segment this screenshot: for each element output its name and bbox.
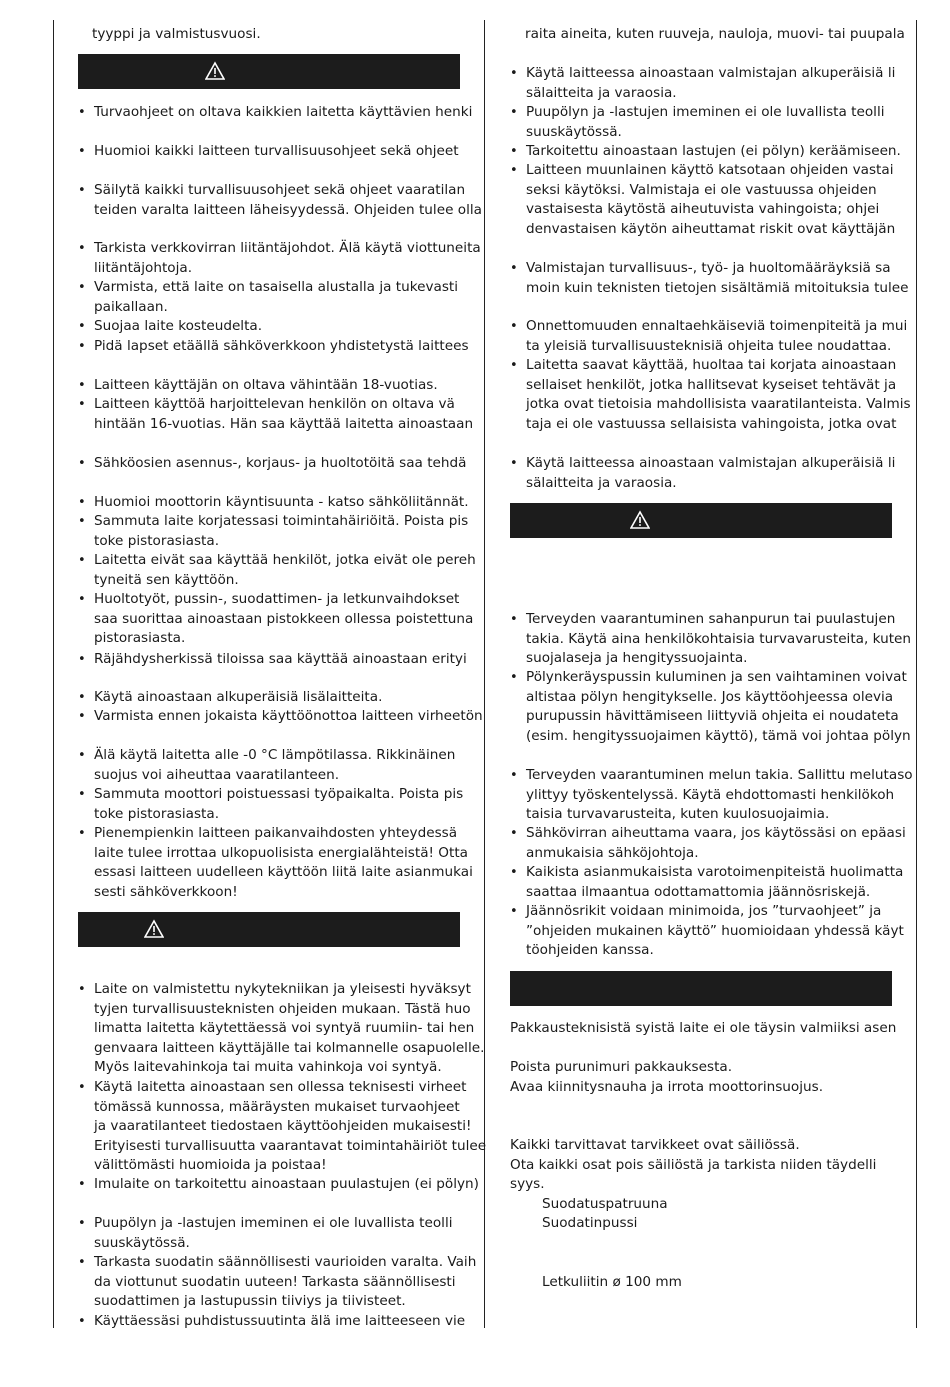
bullet-text: essasi laitteen uudelleen käyttöön liitä laite asianmukai (94, 864, 473, 880)
bullet-text: suojalaseja ja hengityssuojainta. (526, 650, 748, 666)
bullet-dot: • (78, 241, 86, 256)
bullet-text: Käytä laitetta ainoastaan sen ollessa teknisesti virheet (94, 1079, 467, 1095)
bullet-dot: • (78, 1080, 86, 1095)
bullet-text: da viottunut suodatin uuteen! Tarkasta säännöllisesti (94, 1273, 456, 1290)
bullet-dot: • (510, 768, 518, 783)
bullet-text: Älä käytä laitetta alle -0 °C lämpötilassa. Rikkinäinen (94, 747, 456, 763)
bullet-text: Säilytä kaikki turvallisuusohjeet sekä ohjeet vaaratilan (94, 182, 466, 198)
bullet-dot: • (78, 456, 86, 471)
bullet-dot: • (78, 183, 86, 198)
bullet-text: Puupölyn ja -lastujen imeminen ei ole luvallista teolli (526, 104, 885, 120)
bullet-text: Erityisesti turvallisuutta vaarantavat toimintahäiriöt tulee (94, 1137, 487, 1154)
bullet-text: Varmista, että laite on tasaisella alustalla ja tukevasti (94, 279, 459, 295)
warning-header-bar (510, 503, 892, 538)
bullet-text: töohjeiden kanssa. (526, 942, 654, 958)
bullet-text: Käyttäessäsi puhdistussuutinta älä ime laitteeseen vie (94, 1313, 466, 1329)
bullet-dot: • (78, 1255, 86, 1270)
bullet-dot: • (78, 1177, 86, 1192)
bullet-text: Turvaohjeet on oltava kaikkien laitetta käyttävien henki (94, 104, 473, 120)
bullet-text: Räjähdysherkissä tiloissa saa käyttää ainoastaan erityi (94, 651, 467, 667)
bullet-text: moin kuin teknisten tietojen sisältämiä mitoituksia tulee (526, 279, 909, 296)
bullet-text: Laitetta saavat käyttää, huoltaa tai korjata ainoastaan (526, 357, 897, 373)
bullet-dot: • (78, 652, 86, 667)
bullet-text: laite tulee irrottaa ulkopuolisista energialähteistä! Otta (94, 844, 469, 861)
bullet-text: suojus voi aiheuttaa vaaratilanteen. (94, 766, 340, 783)
bullet-text: takia. Käytä aina henkilökohtaisia turvavarusteita, kuten (526, 630, 912, 647)
bullet-dot: • (78, 982, 86, 997)
bullet-text: Tarkasta suodatin säännöllisesti vaurioiden varalta. Vaih (94, 1254, 477, 1270)
page-right-rule (916, 20, 917, 1328)
bullet-text: Varmista ennen jokaista käyttöönottoa laitteen virheetön (94, 708, 483, 724)
bullet-text: tyjen turvallisuusteknisten ohjeiden mukaan. Tästä huo (94, 1000, 471, 1017)
bullet-dot: • (510, 612, 518, 627)
bullet-dot: • (78, 553, 86, 568)
bullet-text: Sammuta laite korjatessasi toimintahäiriöitä. Poista pis (94, 513, 469, 529)
bullet-text: anmukaisia sähköjohtoja. (526, 844, 699, 861)
bullet-text: Myös laitevahinkoja tai muita vahinkoja voi syntyä. (94, 1059, 442, 1075)
bullet-text: limatta laitetta käytettäessä voi syntyä ruumiin- tai hen (94, 1020, 475, 1036)
bullet-text: Laitteen muunlainen käyttö katsotaan ohjeiden vastai (526, 162, 894, 178)
bullet-dot: • (510, 163, 518, 178)
section-header-bar (510, 971, 892, 1006)
intro-line: tyyppi ja valmistusvuosi. (92, 26, 261, 42)
bullet-text: teiden varalta laitteen läheisyydessä. Ohjeiden tulee olla (94, 201, 482, 218)
bullet-text: suodattimen ja lastupussin tiiviys ja tiivisteet. (94, 1293, 406, 1309)
bullet-text: Laite on valmistettu nykytekniikan ja yleisesti hyväksyt (94, 981, 471, 997)
bullet-text: taisia turvavarusteita, kuten kuulosuojaimia. (526, 806, 830, 822)
part-item: Suodatuspatruuna (542, 1196, 668, 1212)
bullet-text: Huomioi moottorin käyntisuunta - katso sähköliitännät. (94, 494, 469, 510)
bullet-dot: • (510, 105, 518, 120)
bullet-text: Huoltotyöt, pussin-, suodattimen- ja letkunvaihdokset (94, 591, 460, 607)
bullet-text: Tarkoitettu ainoastaan lastujen (ei pölyn) keräämiseen. (526, 143, 901, 159)
warning-triangle-icon (630, 510, 650, 530)
bullet-dot: • (78, 1216, 86, 1231)
bullet-text: sälaitteita ja varaosia. (526, 84, 677, 101)
bullet-dot: • (78, 709, 86, 724)
warning-header-bar (78, 912, 460, 947)
bullet-text: Jäännösrikit voidaan minimoida, jos ”turvaohjeet” ja (526, 903, 882, 919)
bullet-text: sesti sähköverkkoon! (94, 883, 238, 900)
bullet-text: taja ei ole vastuussa sellaisista vahingoista, jotka ovat (526, 415, 897, 432)
part-item: Suodatinpussi (542, 1215, 638, 1231)
bullet-text: tyneitä sen käyttöön. (94, 571, 239, 588)
bullet-text: ja vaaratilanteet tiedostaen käyttöohjeiden mukaisesti! (94, 1118, 472, 1134)
bullet-text: toke pistorasiasta. (94, 805, 220, 822)
bullet-text: Suojaa laite kosteudelta. (94, 318, 263, 334)
bullet-text: altistaa pölyn hengitykselle. Jos käyttöohjeessa olevia (526, 688, 894, 705)
bullet-dot: • (78, 105, 86, 120)
bullet-text: ta yleisiä turvallisuusteknisiä ohjeita tulee noudattaa. (526, 337, 892, 354)
bullet-dot: • (510, 456, 518, 471)
accessories-line: syys. (510, 1176, 545, 1192)
bullet-dot: • (78, 690, 86, 705)
bullet-text: Imulaite on tarkoitettu ainoastaan puulastujen (ei pölyn) (94, 1176, 479, 1192)
bullet-text: suuskäytössä. (94, 1234, 190, 1251)
bullet-text: tömässä kunnossa, määräysten mukaiset turvaohjeet (94, 1098, 460, 1115)
bullet-text: seksi käytöksi. Valmistaja ei ole vastuussa ohjeiden (526, 181, 877, 198)
bullet-text: Tarkista verkkovirran liitäntäjohdot. Älä käytä viottuneita (94, 240, 481, 256)
bullet-text: sellaiset henkilöt, jotka hallitsevat kyseiset tehtävät ja (526, 376, 897, 393)
bullet-dot: • (510, 865, 518, 880)
warning-header-bar (78, 54, 460, 89)
bullet-text: Laitteen käyttäjän on oltava vähintään 18-vuotias. (94, 377, 438, 393)
bullet-dot: • (78, 787, 86, 802)
bullet-text: Pölynkeräyspussin kuluminen ja sen vaihtaminen voivat (526, 669, 907, 685)
bullet-text: Pienempienkin laitteen paikanvaihdosten yhteydessä (94, 825, 458, 841)
bullet-text: Pidä lapset etäällä sähköverkkoon yhdistetystä laittees (94, 338, 469, 354)
bullet-text: ”ohjeiden mukainen käyttö” huomioidaan yhdessä käyt (526, 922, 904, 939)
bullet-text: saa suorittaa ainoastaan pistokkeen ollessa poistettuna (94, 610, 474, 627)
bullet-text: paikallaan. (94, 298, 168, 315)
bullet-text: denvastaisen käytön aiheuttamat riskit ovat käyttäjän (526, 220, 896, 237)
bullet-text: genvaara laitteen käyttäjälle tai kolmannelle osapuolelle. (94, 1039, 485, 1056)
bullet-text: liitäntäjohtoja. (94, 259, 193, 276)
bullet-text: Käytä laitteessa ainoastaan valmistajan alkuperäisiä li (526, 65, 896, 81)
bullet-text: toke pistorasiasta. (94, 532, 220, 549)
bullet-text: Sähkövirran aiheuttama vaara, jos käytössäsi on epäasi (526, 825, 906, 841)
assembly-paragraph: Pakkausteknisistä syistä laite ei ole täysin valmiiksi asen (510, 1020, 897, 1036)
bullet-dot: • (78, 1314, 86, 1329)
bullet-text: jotka ovat tietoisia mahdollisista vaaratilanteista. Valmis (526, 396, 911, 412)
bullet-dot: • (78, 495, 86, 510)
bullet-dot: • (78, 748, 86, 763)
warning-triangle-icon (144, 919, 164, 939)
bullet-text: Puupölyn ja -lastujen imeminen ei ole luvallista teolli (94, 1215, 453, 1231)
bullet-text: Sähköosien asennus-, korjaus- ja huoltotöitä saa tehdä (94, 455, 467, 471)
column-divider (484, 20, 485, 1328)
bullet-text: saattaa ilmaantua odottamattomia jäännösriskejä. (526, 883, 871, 900)
bullet-dot: • (78, 378, 86, 393)
bullet-text: sälaitteita ja varaosia. (526, 474, 677, 491)
bullet-text: Laitteen käyttöä harjoittelevan henkilön on oltava vä (94, 396, 455, 412)
bullet-text: Valmistajan turvallisuus-, työ- ja huoltomääräyksiä sa (526, 260, 891, 276)
bullet-dot: • (510, 261, 518, 276)
warning-triangle-icon (205, 61, 225, 81)
bullet-text: välittömästi huomioida ja poistaa! (94, 1157, 327, 1173)
bullet-dot: • (78, 397, 86, 412)
bullet-text: Kaikista asianmukaisista varotoimenpiteistä huolimatta (526, 864, 904, 880)
bullet-text: Käytä laitteessa ainoastaan valmistajan alkuperäisiä li (526, 455, 896, 471)
unpack-line: Avaa kiinnitysnauha ja irrota moottorinsuojus. (510, 1079, 824, 1095)
bullet-text: Laitetta eivät saa käyttää henkilöt, jotka eivät ole pereh (94, 552, 476, 568)
bullet-text: Onnettomuuden ennaltaehkäiseviä toimenpiteitä ja mui (526, 318, 908, 334)
bullet-text: Käytä ainoastaan alkuperäisiä lisälaitteita. (94, 689, 383, 705)
bullet-text: (esim. hengityssuojaimen käyttö), tämä voi johtaa pölyn (526, 727, 911, 744)
bullet-dot: • (510, 319, 518, 334)
bullet-text: Terveyden vaarantuminen sahanpurun tai puulastujen (526, 611, 896, 627)
bullet-dot: • (78, 319, 86, 334)
bullet-dot: • (78, 280, 86, 295)
bullet-dot: • (78, 144, 86, 159)
bullet-text: Terveyden vaarantuminen melun takia. Sallittu melutaso (526, 767, 913, 783)
accessories-line: Kaikki tarvittavat tarvikkeet ovat säiliössä. (510, 1137, 800, 1153)
bullet-text: Huomioi kaikki laitteen turvallisuusohjeet sekä ohjeet (94, 143, 459, 159)
page-left-rule (53, 20, 54, 1328)
bullet-dot: • (510, 826, 518, 841)
bullet-dot: • (510, 358, 518, 373)
bullet-dot: • (78, 514, 86, 529)
accessories-line: Ota kaikki osat pois säiliöstä ja tarkista niiden täydelli (510, 1157, 877, 1173)
bullet-dot: • (78, 592, 86, 607)
bullet-dot: • (78, 826, 86, 841)
unpack-line: Poista purunimuri pakkauksesta. (510, 1059, 733, 1075)
bullet-text: ylittyy työskentelyssä. Käytä ehdottomasti henkilökoh (526, 786, 895, 803)
bullet-dot: • (510, 144, 518, 159)
intro-line: raita aineita, kuten ruuveja, nauloja, muovi- tai puupala (525, 26, 905, 42)
bullet-dot: • (510, 670, 518, 685)
bullet-text: pistorasiasta. (94, 630, 186, 646)
bullet-text: suuskäytössä. (526, 123, 622, 140)
bullet-text: purupussin hävittämiseen liittyviä ohjeita ei noudateta (526, 708, 899, 724)
part-item: Letkuliitin ø 100 mm (542, 1274, 682, 1290)
bullet-text: Sammuta moottori poistuessasi työpaikalta. Poista pis (94, 786, 464, 802)
bullet-dot: • (510, 904, 518, 919)
bullet-text: vastaisesta käytöstä aiheutuvista vahingoista; ohjei (526, 201, 880, 217)
bullet-dot: • (510, 66, 518, 81)
bullet-dot: • (78, 339, 86, 354)
bullet-text: hintään 16-vuotias. Hän saa käyttää laitetta ainoastaan (94, 415, 474, 432)
